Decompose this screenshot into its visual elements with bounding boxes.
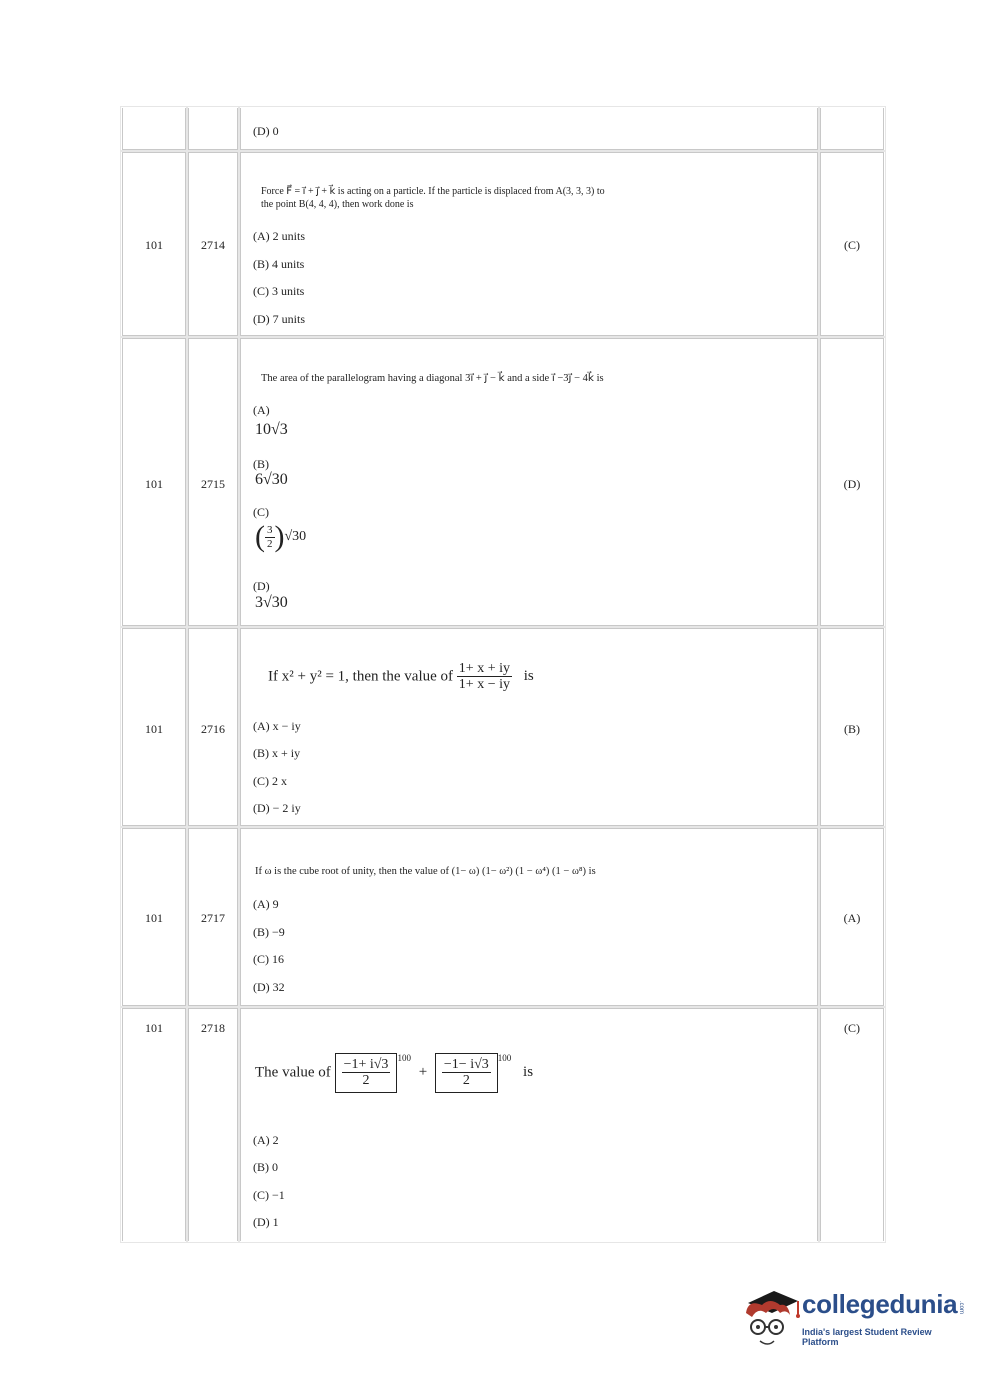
term-1-exponent: 100 <box>397 1053 411 1063</box>
question-text-cont: the point B(4, 4, 4), then work done is <box>261 199 414 210</box>
term-1-bracket: $\frac{-1+ i√3}{2}$ <box>335 1053 398 1093</box>
option-c: (C) 3 units <box>253 284 305 298</box>
table-row <box>122 108 886 150</box>
mascot-icon <box>740 1283 802 1353</box>
option-a: (A) 2 units <box>253 229 305 243</box>
subject-code: 101 <box>145 238 163 252</box>
answer-key: (C) <box>844 1021 860 1035</box>
option-b: (B) x + iy <box>253 746 301 760</box>
logo-wordmark: collegedunia <box>802 1289 958 1319</box>
option-d: (D) 0 <box>253 124 279 138</box>
question-text: If x² + y² = 1, then the value of $\frac{1+ x + iy}{1+ x - iy}$ is <box>268 661 534 693</box>
question-id: 2717 <box>201 911 225 925</box>
table-row <box>122 1008 886 1241</box>
option-c-label: (C) <box>253 505 269 519</box>
question-text: The area of the parallelogram having a diagonal 3i⃗ + j⃗ − k⃗ and a side i⃗ −3j⃗ − 4k⃗ is <box>261 373 604 384</box>
option-b: (B) 0 <box>253 1160 278 1174</box>
term-2-bracket: $\frac{-1- i√3}{2}$ <box>435 1053 498 1093</box>
logo-tagline: India's largest Student Review Platform <box>802 1327 932 1347</box>
option-b: (B) 4 units <box>253 257 305 271</box>
option-a-label: (A) <box>253 403 270 417</box>
option-d: (D) 32 <box>253 980 285 994</box>
table-row <box>122 152 886 336</box>
option-a-value: 10√3 <box>255 421 288 438</box>
option-d: (D) 7 units <box>253 312 305 326</box>
option-d-value: 3√30 <box>255 594 288 611</box>
table-row <box>122 828 886 1006</box>
option-b-value: 6√30 <box>255 471 288 488</box>
option-d-label: (D) <box>253 579 270 593</box>
question-id: 2716 <box>201 722 225 736</box>
subject-code: 101 <box>145 477 163 491</box>
question-text: If ω is the cube root of unity, then the value of (1− ω) (1− ω²) (1 − ω⁴) (1 − ω⁸) is <box>255 866 596 877</box>
logo-domain: .com <box>958 1301 964 1315</box>
question-id: 2714 <box>201 238 225 252</box>
option-a: (A) x − iy <box>253 719 301 733</box>
option-c: (C) 2 x <box>253 774 287 788</box>
option-d: (D) − 2 iy <box>253 801 301 815</box>
term-2-exponent: 100 <box>497 1053 512 1063</box>
question-text: Force F⃗ = i⃗ + j⃗ + k⃗ is acting on a particle. If the particle is displaced from A(3, 3, 3) to <box>261 186 605 197</box>
option-d: (D) 1 <box>253 1215 279 1229</box>
table-row <box>122 338 886 626</box>
answer-key: (D) <box>843 477 861 491</box>
subject-code: 101 <box>145 722 163 736</box>
question-fraction: $\frac{1+ x + iy}{1+ x - iy}$ <box>458 661 510 693</box>
option-c: (C) 16 <box>253 952 284 966</box>
option-b: (B) −9 <box>253 925 285 939</box>
option-c-value: ( $\frac{3}{2}$ )√30 <box>255 520 307 553</box>
option-c: (C) −1 <box>253 1188 285 1202</box>
question-id: 2718 <box>201 1021 225 1035</box>
question-id: 2715 <box>201 477 225 491</box>
answer-key: (B) <box>844 722 860 736</box>
subject-code: 101 <box>145 911 163 925</box>
table-row <box>122 628 886 826</box>
option-b-label: (B) <box>253 457 269 471</box>
answer-key: (A) <box>843 911 861 925</box>
option-a: (A) 9 <box>253 897 279 911</box>
subject-code: 101 <box>145 1021 163 1035</box>
answer-key: (C) <box>844 238 860 252</box>
collegedunia-logo[interactable] <box>740 1283 970 1353</box>
question-text: The value of $\frac{-1+ i√3}{2}$ $^{100}$ + $\frac{-1- i√3}{2}$ $^{100}$ is <box>255 1053 807 1093</box>
option-a: (A) 2 <box>253 1133 279 1147</box>
